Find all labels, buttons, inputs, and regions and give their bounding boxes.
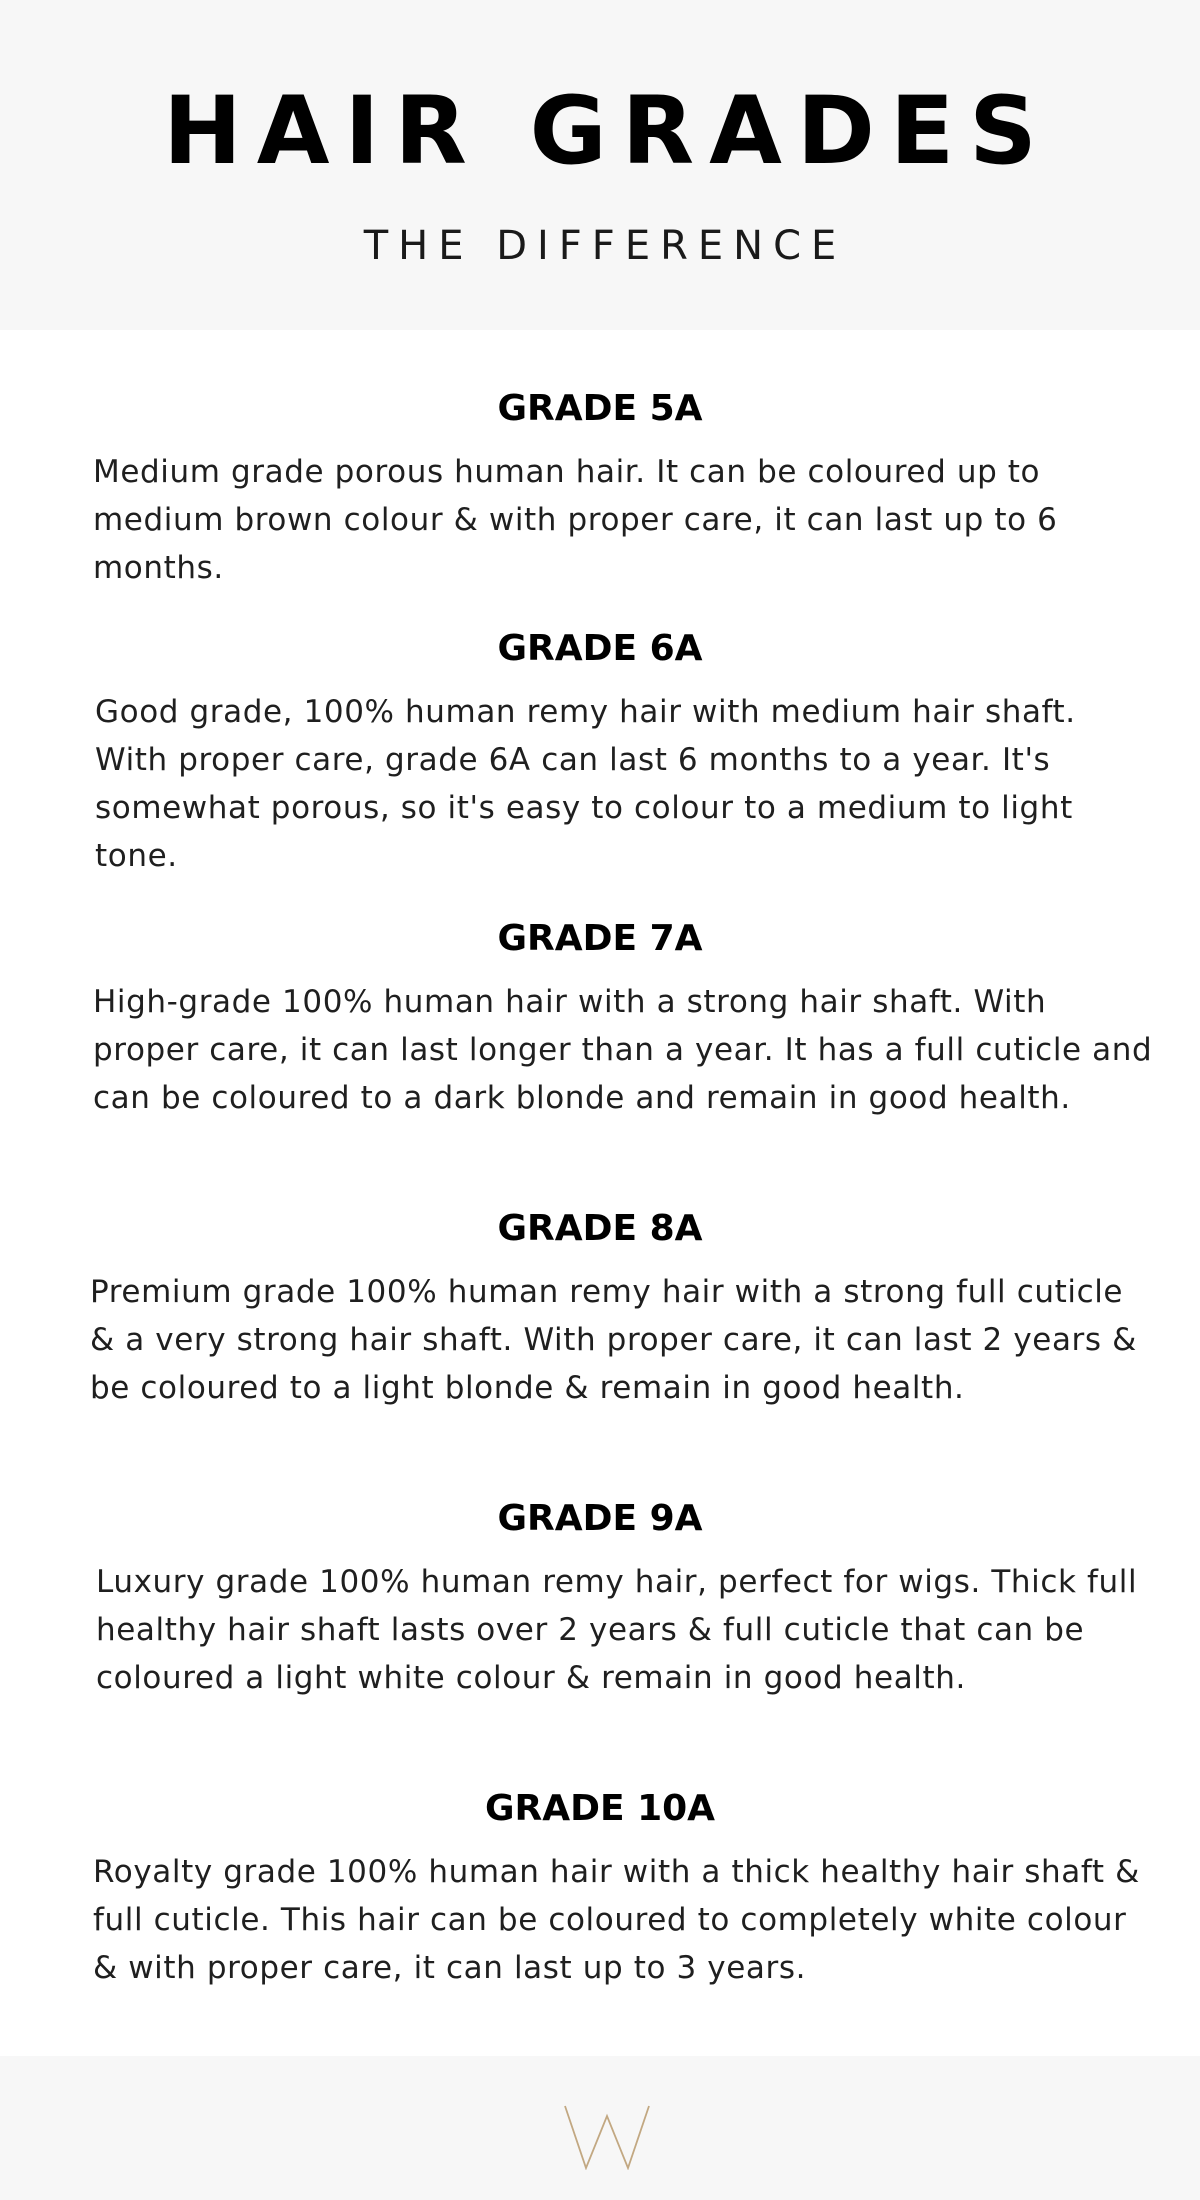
grade-description: Good grade, 100% human remy hair with medium hair shaft. With proper care, grade 6A can last 6 months to a year. It's somewhat porous, so it's easy to colour to a medium to light tone.	[95, 694, 1076, 874]
grade-section-7a	[0, 914, 1200, 1122]
grade-heading: GRADE 10A	[484, 1788, 716, 1829]
footer-banner	[0, 2056, 1200, 2200]
grade-section-9a	[0, 1494, 1200, 1702]
grade-section-10a	[0, 1784, 1200, 1992]
grade-heading: GRADE 8A	[497, 1208, 703, 1249]
page-title: HAIR GRADES	[163, 77, 1052, 186]
grade-description: Luxury grade 100% human remy hair, perfect for wigs. Thick full healthy hair shaft lasts over 2 years & full cuticle that can be coloured a light white colour & remain in good health.	[96, 1564, 1138, 1696]
grade-heading: GRADE 7A	[497, 918, 703, 959]
grade-description: Medium grade porous human hair. It can be coloured up to medium brown colour & with proper care, it can last up to 6 months.	[93, 454, 1058, 586]
grade-heading: GRADE 5A	[497, 388, 703, 429]
grade-heading: GRADE 9A	[497, 1498, 703, 1539]
grade-section-8a	[0, 1204, 1200, 1412]
grade-heading: GRADE 6A	[497, 628, 703, 669]
grade-description: Premium grade 100% human remy hair with a strong full cuticle & a very strong hair shaft. With proper care, it can last 2 years & be coloured to a light blonde & remain in good health.	[90, 1274, 1137, 1406]
grade-section-6a	[0, 624, 1200, 880]
w-monogram-icon	[562, 2104, 652, 2170]
grade-description: High-grade 100% human hair with a strong hair shaft. With proper care, it can last longer than a year. It has a full cuticle and can be coloured to a dark blonde and remain in good health.	[93, 984, 1153, 1116]
header-banner	[0, 0, 1200, 330]
page-subtitle: THE DIFFERENCE	[363, 223, 847, 269]
grade-description: Royalty grade 100% human hair with a thick healthy hair shaft & full cuticle. This hair can be coloured to completely white colour & with proper care, it can last up to 3 years.	[93, 1854, 1140, 1986]
grade-section-5a	[0, 384, 1200, 592]
